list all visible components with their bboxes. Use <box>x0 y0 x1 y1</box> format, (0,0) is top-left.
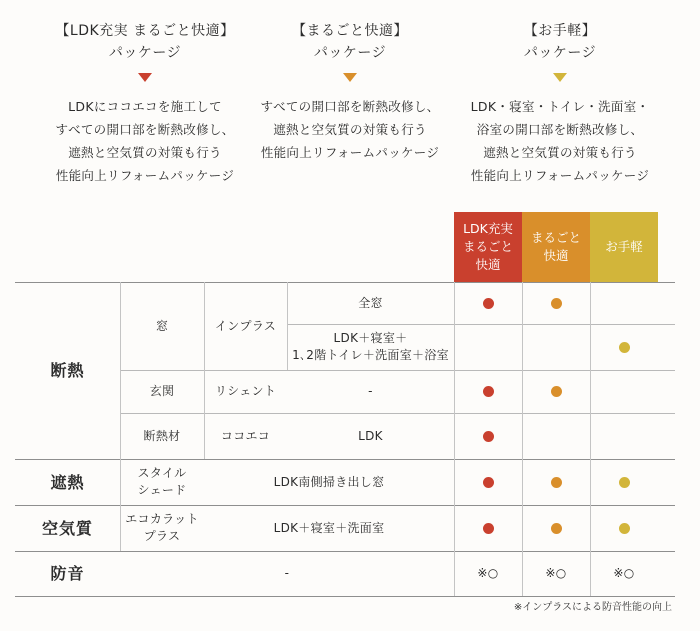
scope-ldk: LDK <box>358 428 383 443</box>
scope-ldk-rooms: LDK＋寝室＋ 1､2階トイレ＋洗面室＋浴室 <box>292 331 449 362</box>
category-insulation: 断熱 <box>50 361 85 380</box>
sound-mark: ※○ <box>613 566 635 580</box>
package-title: 【LDK充実 まるごと快適】 <box>55 23 235 39</box>
arrow-down-icon <box>138 73 152 82</box>
comparison-table <box>0 282 700 597</box>
package-description: すべての開口部を断熱改修し、 遮熱と空気質の対策も行う 性能向上リフォームパッケージ <box>260 99 440 160</box>
included-dot-icon <box>619 342 630 353</box>
scope-ldk-bed-wash: LDK＋寝室＋洗面室 <box>273 520 385 535</box>
scope-entrance: - <box>368 384 373 398</box>
package-title: 【まるごと快適】 <box>292 23 408 39</box>
product-inplus: インプラス <box>214 318 277 333</box>
part-ecocarat: エコカラット プラス <box>125 512 199 543</box>
category-air-quality: 空気質 <box>41 518 93 538</box>
mark-cell <box>590 505 658 551</box>
part-window: 窓 <box>155 318 169 333</box>
included-dot-icon <box>551 298 562 309</box>
mark-cell <box>522 370 590 413</box>
package-description: LDK・寝室・トイレ・洗面室・ 浴室の開口部を断熱改修し、 遮熱と空気質の対策も行う 性能向上リフォームパッケージ <box>470 99 650 183</box>
mark-cell <box>522 282 590 324</box>
column-header-ldk: LDK充実 まるごと 快適 <box>454 212 522 282</box>
package-description: LDKにココエコを施工して すべての開口部を断熱改修し、 遮熱と空気質の対策も行う 性能向上リフォームパッケージ <box>55 99 235 183</box>
part-entrance: 玄関 <box>149 384 175 398</box>
package-subtitle: パッケージ <box>108 45 182 61</box>
package-title: 【お手軽】 <box>523 23 597 39</box>
package-otegaru <box>455 20 665 187</box>
mark-cell <box>454 413 522 459</box>
mark-cell <box>522 459 590 505</box>
category-heat-shield: 遮熱 <box>50 472 85 492</box>
column-header-marugoto: まるごと 快適 <box>522 212 590 282</box>
scope-all-windows: 全窓 <box>358 295 383 310</box>
product-recent: リシェント <box>214 384 277 398</box>
part-material: 断熱材 <box>143 428 181 443</box>
footnote: ※インプラスによる防音性能の向上 <box>513 602 672 613</box>
category-soundproof: 防音 <box>50 564 85 583</box>
arrow-down-icon <box>553 73 567 82</box>
package-ldk <box>40 20 250 187</box>
mark-cell <box>590 324 658 370</box>
part-style-shade: スタイル シェード <box>137 466 187 497</box>
included-dot-icon <box>483 523 494 534</box>
package-subtitle: パッケージ <box>313 45 387 61</box>
product-cocoeco: ココエコ <box>220 428 271 443</box>
package-marugoto <box>250 20 450 164</box>
included-dot-icon <box>483 386 494 397</box>
mark-cell <box>454 370 522 413</box>
mark-cell <box>454 505 522 551</box>
mark-cell <box>590 459 658 505</box>
arrow-down-icon <box>343 73 357 82</box>
package-subtitle: パッケージ <box>523 45 597 61</box>
sound-mark: ※○ <box>545 566 567 580</box>
scope-sound: - <box>284 566 290 580</box>
scope-ldk-south: LDK南側掃き出し窓 <box>273 474 385 489</box>
sound-mark: ※○ <box>477 566 499 580</box>
included-dot-icon <box>551 523 562 534</box>
included-dot-icon <box>483 431 494 442</box>
column-header-otegaru: お手軽 <box>590 212 658 282</box>
included-dot-icon <box>551 386 562 397</box>
included-dot-icon <box>483 298 494 309</box>
included-dot-icon <box>619 523 630 534</box>
mark-cell <box>522 505 590 551</box>
mark-cell <box>454 459 522 505</box>
mark-cell <box>454 282 522 324</box>
included-dot-icon <box>483 477 494 488</box>
included-dot-icon <box>551 477 562 488</box>
included-dot-icon <box>619 477 630 488</box>
